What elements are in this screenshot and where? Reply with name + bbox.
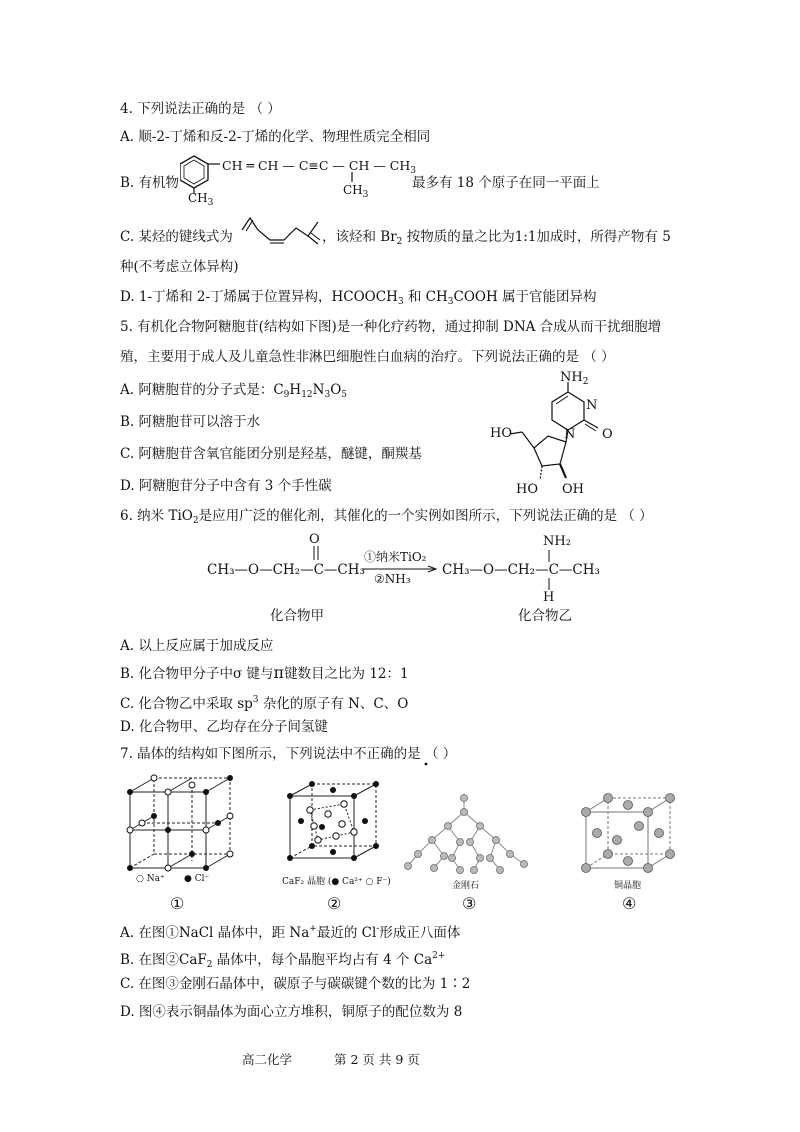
q6-option-b: B. 化合物甲分子中σ 键与π键数目之比为 12：1 — [120, 663, 409, 682]
nacl-legend-na: ○ Na⁺ — [136, 874, 165, 884]
q4-option-b-prefix: B. 有机物 — [120, 175, 180, 191]
q4-option-a: A. 顺-2-丁烯和反-2-丁烯的化学、物理性质完全相同 — [120, 129, 431, 145]
q6-option-a: A. 以上反应属于加成反应 — [120, 638, 274, 654]
compound-b-nh2: NH₂ — [543, 534, 571, 549]
cytarabine-n-label-1: N — [586, 398, 598, 413]
compound-b-h: H — [543, 590, 555, 605]
nacl-legend-cl: ● Cl⁻ — [184, 874, 210, 884]
cytarabine-n-label-2: N — [564, 427, 576, 442]
caf2-unit-cell — [284, 780, 384, 862]
q4-b-chain: CH ═ CH — C≡C — CH — CH — [222, 158, 411, 173]
diamond-label: 金刚石 — [452, 881, 480, 891]
q4-option-c-mid: ，该烃和 Br — [322, 229, 397, 245]
q4-option-c-prefix: C. 某烃的键线式为 — [120, 229, 233, 245]
q4-b-ring-methyl: CH — [188, 191, 208, 205]
q5-stem-line1: 5. 有机化合物阿糖胞苷(结构如下图)是一种化疗药物，通过抑制 DNA 合成从而干扰细胞增 — [120, 319, 662, 335]
figure-number-1: ① — [170, 894, 185, 913]
q5-stem-line2: 殖，主要用于成人及儿童急性非淋巴细胞性白血病的治疗。下列说法正确的是 （ ） — [120, 349, 615, 365]
q4-b-branch-methyl: CH — [343, 183, 363, 197]
q5-option-b: B. 阿糖胞苷可以溶于水 — [120, 414, 261, 430]
copper-label: 铜晶胞 — [614, 881, 642, 891]
q4-stem: 4. 下列说法正确的是 （ ） — [120, 101, 281, 117]
figure-number-4: ④ — [622, 894, 637, 913]
q5-option-d: D. 阿糖胞苷分子中含有 3 个手性碳 — [120, 478, 332, 494]
reaction-condition-1: ①纳米TiO₂ — [364, 550, 427, 564]
q7-option-b: B. 在图②CaF$_2$ 晶体中，每个晶胞平均占有 4 个 $Ca^{2+}$ — [120, 951, 446, 970]
caf2-legend: CaF₂ 晶胞 (● Ca²⁺ ○ F⁻) — [282, 877, 391, 887]
reaction-condition-2: ②NH₃ — [374, 572, 411, 586]
q4-option-b-suffix: 最多有 18 个原子在同一平面上 — [412, 175, 600, 191]
q7-option-c: C. 在图③金刚石晶体中，碳原子与碳碳键个数的比为 1∶2 — [120, 976, 471, 992]
cytarabine-nh2-label: NH — [560, 370, 583, 385]
q4-option-c-line2: 种(不考虑立体异构) — [120, 259, 239, 275]
compound-a-formula: CH₃—O—CH₂—C—CH₃ — [207, 562, 365, 578]
footer-subject: 高二化学 — [242, 1052, 293, 1067]
q4-c-skeletal-formula — [240, 214, 322, 248]
compound-a-carbonyl-o: O — [309, 532, 320, 547]
q6-stem: 6. 纳米 TiO$_2$是应用广泛的催化剂，其催化的一个实例如图所示，下列说法正确的是 （ ） — [120, 508, 653, 526]
copper-unit-cell — [578, 790, 678, 874]
cytarabine-ho-label-2: HO — [516, 482, 538, 497]
q5-option-a: A. 阿糖胞苷的分子式是：$C_9H_{12}N_3O_5$ — [120, 382, 347, 400]
compound-b-label: 化合物乙 — [518, 608, 572, 624]
q7-stem: 7. 晶体的结构如下图所示，下列说法中不正确的是 （ ） — [120, 746, 457, 762]
compound-a-label: 化合物甲 — [270, 608, 324, 624]
cytarabine-o-label: O — [602, 427, 613, 442]
compound-a-double-bond — [312, 546, 320, 560]
q4-option-d: D. 1-丁烯和 2-丁烯属于位置异构，$HCOOCH_3$ 和 $CH_3COOH$ 属于官能团异构 — [120, 289, 597, 307]
q7-option-a: A. 在图①NaCl 晶体中，距 Na+最近的 Cl-形成正八面体 — [120, 924, 461, 941]
footer-page-number: 第 2 页 共 9 页 — [334, 1052, 420, 1067]
q6-option-c: C. 化合物乙中采取 $sp^3$ 杂化的原子有 N、C、O — [120, 695, 409, 712]
q7-option-d: D. 图④表示铜晶体为面心立方堆积，铜原子的配位数为 8 — [120, 1004, 463, 1020]
q6-option-d: D. 化合物甲、乙均存在分子间氢键 — [120, 719, 328, 735]
compound-b-formula: CH₃—O—CH₂—C—CH₃ — [442, 562, 600, 578]
emphasis-dot — [424, 762, 428, 766]
q5-option-c: C. 阿糖胞苷含氧官能团分别是羟基，醚键，酮羰基 — [120, 446, 422, 462]
cytarabine-oh-label: OH — [562, 482, 584, 497]
nacl-unit-cell — [124, 774, 240, 872]
figure-number-3: ③ — [462, 894, 477, 913]
cytarabine-ho-label-1: HO — [490, 426, 512, 441]
figure-number-2: ② — [327, 894, 342, 913]
diamond-lattice — [404, 790, 534, 878]
